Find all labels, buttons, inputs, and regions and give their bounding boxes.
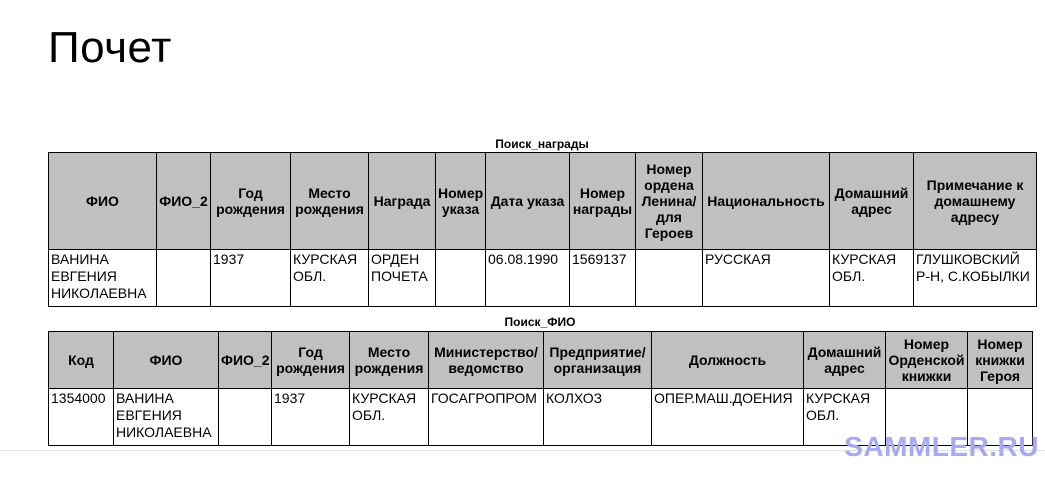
table-cell: 1937 [272,389,350,446]
column-header: Примечание к домашнему адресу [914,153,1037,250]
column-header: Место рождения [291,153,369,250]
column-header: Предприятие/ организация [544,332,652,389]
table-cell: 06.08.1990 [486,250,570,307]
column-header: ФИО_2 [219,332,272,389]
table-cell [436,250,486,307]
column-header: Место рождения [350,332,429,389]
fio-table-header-row [49,332,1033,389]
column-header: Номер Орденской книжки [886,332,968,389]
column-header: Дата указа [486,153,570,250]
column-header: ФИО [114,332,219,389]
column-header: Должность [652,332,804,389]
table-cell: КУРСКАЯ ОБЛ. [291,250,369,307]
table-cell: КОЛХОЗ [544,389,652,446]
column-header: Национальность [703,153,830,250]
column-header: Год рождения [211,153,291,250]
table-cell: 1569137 [570,250,636,307]
column-header: Номер указа [436,153,486,250]
page-title: Почет [48,23,172,72]
table-cell: ВАНИНА ЕВГЕНИЯ НИКОЛАЕВНА [114,389,219,446]
watermark: SAMMLER.RU [844,431,1039,462]
awards-table [48,152,1037,307]
table-cell: ГЛУШКОВСКИЙ Р-Н, С.КОБЫЛКИ [914,250,1037,307]
column-header: Номер награды [570,153,636,250]
fio-table-caption: Поиск_ФИО [504,315,576,329]
fio-table [48,331,1033,446]
table-cell: 1937 [211,250,291,307]
table-cell: РУССКАЯ [703,250,830,307]
column-header: Награда [369,153,436,250]
column-header: Домашний адрес [804,332,886,389]
table-row [49,250,1037,307]
table-cell [219,389,272,446]
table-cell: КУРСКАЯ ОБЛ. [830,250,914,307]
column-header: ФИО [49,153,157,250]
table-cell [157,250,211,307]
column-header: Код [49,332,114,389]
table-cell [636,250,703,307]
table-cell: ОПЕР.МАШ.ДОЕНИЯ [652,389,804,446]
table-cell: ГОСАГРОПРОМ [429,389,544,446]
table-cell: ВАНИНА ЕВГЕНИЯ НИКОЛАЕВНА [49,250,157,307]
table-cell: ОРДЕН ПОЧЕТА [369,250,436,307]
awards-table-caption: Поиск_награды [495,137,589,151]
table-cell: КУРСКАЯ ОБЛ. [804,389,886,446]
column-header: Министерство/ ведомство [429,332,544,389]
column-header: Номер книжки Героя [968,332,1033,389]
column-header: Номер ордена Ленина/ для Героев [636,153,703,250]
awards-table-header-row [49,153,1037,250]
table-cell: КУРСКАЯ ОБЛ. [350,389,429,446]
column-header: Год рождения [272,332,350,389]
table-cell: 1354000 [49,389,114,446]
column-header: ФИО_2 [157,153,211,250]
column-header: Домашний адрес [830,153,914,250]
